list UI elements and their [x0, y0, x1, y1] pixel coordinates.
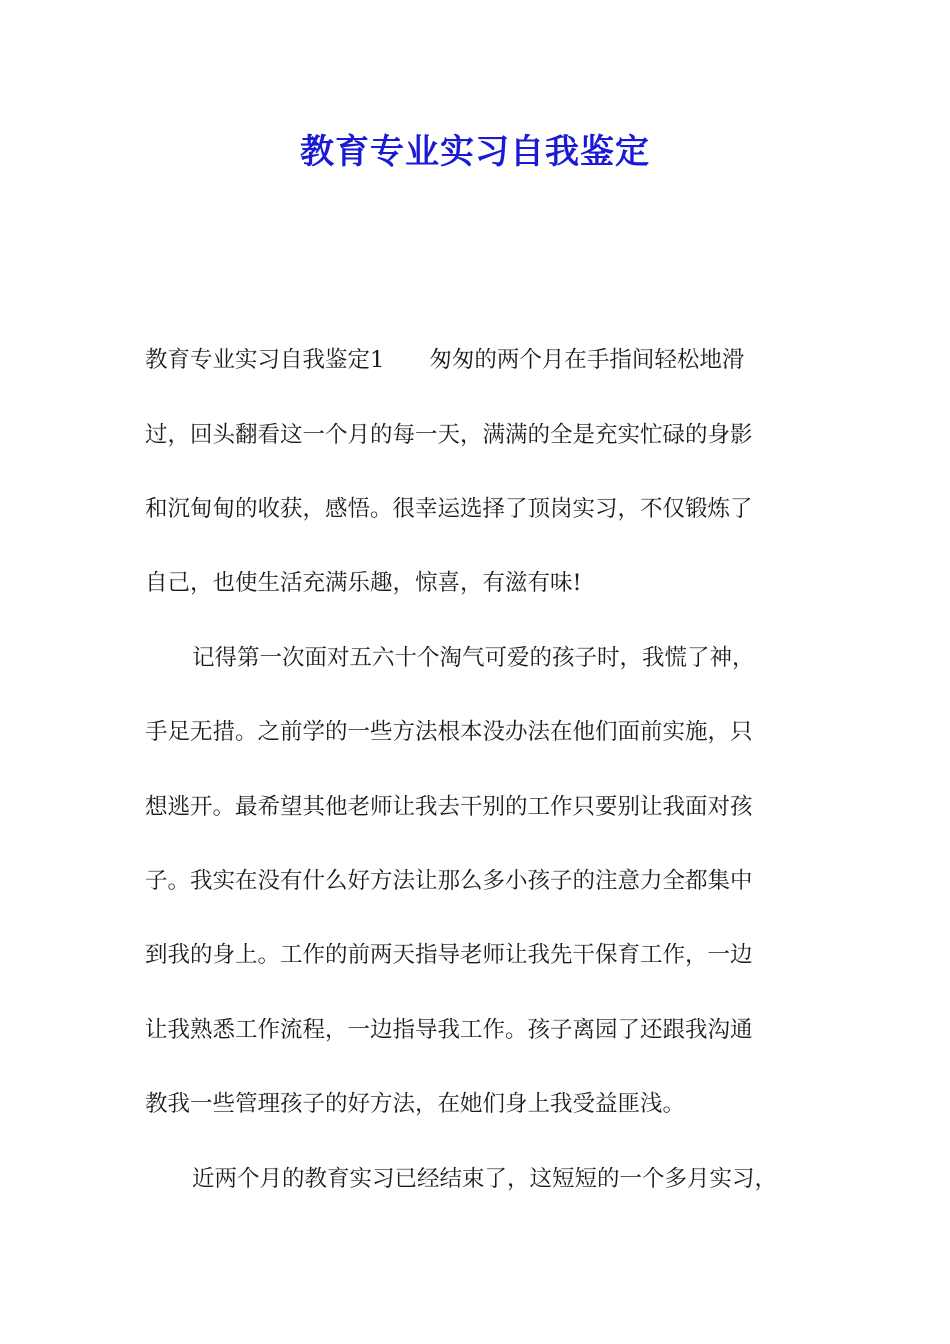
paragraph-line: 教育专业实习自我鉴定1 匆匆的两个月在手指间轻松地滑	[145, 347, 745, 373]
paragraph-line: 让我熟悉工作流程，一边指导我工作。孩子离园了还跟我沟通	[145, 1017, 753, 1043]
paragraph-line: 和沉甸甸的收获，感悟。很幸运选择了顶岗实习，不仅锻炼了	[145, 496, 753, 522]
paragraph-line: 过，回头翻看这一个月的每一天，满满的全是充实忙碌的身影	[145, 422, 753, 448]
paragraph-line: 想逃开。最希望其他老师让我去干别的工作只要别让我面对孩	[145, 794, 753, 820]
paragraph-line: 记得第一次面对五六十个淘气可爱的孩子时，我慌了神，	[192, 645, 755, 671]
paragraph-line: 子。我实在没有什么好方法让那么多小孩子的注意力全都集中	[145, 868, 753, 894]
paragraph-line: 自己，也使生活充满乐趣，惊喜，有滋有味!	[145, 570, 582, 596]
document-title: 教育专业实习自我鉴定	[300, 132, 650, 172]
paragraph-line: 到我的身上。工作的前两天指导老师让我先干保育工作，一边	[145, 942, 753, 968]
paragraph-line: 近两个月的教育实习已经结束了，这短短的一个多月实习，	[192, 1166, 778, 1192]
paragraph-line: 手足无措。之前学的一些方法根本没办法在他们面前实施，只	[145, 719, 753, 745]
paragraph-line: 教我一些管理孩子的好方法，在她们身上我受益匪浅。	[145, 1091, 686, 1117]
